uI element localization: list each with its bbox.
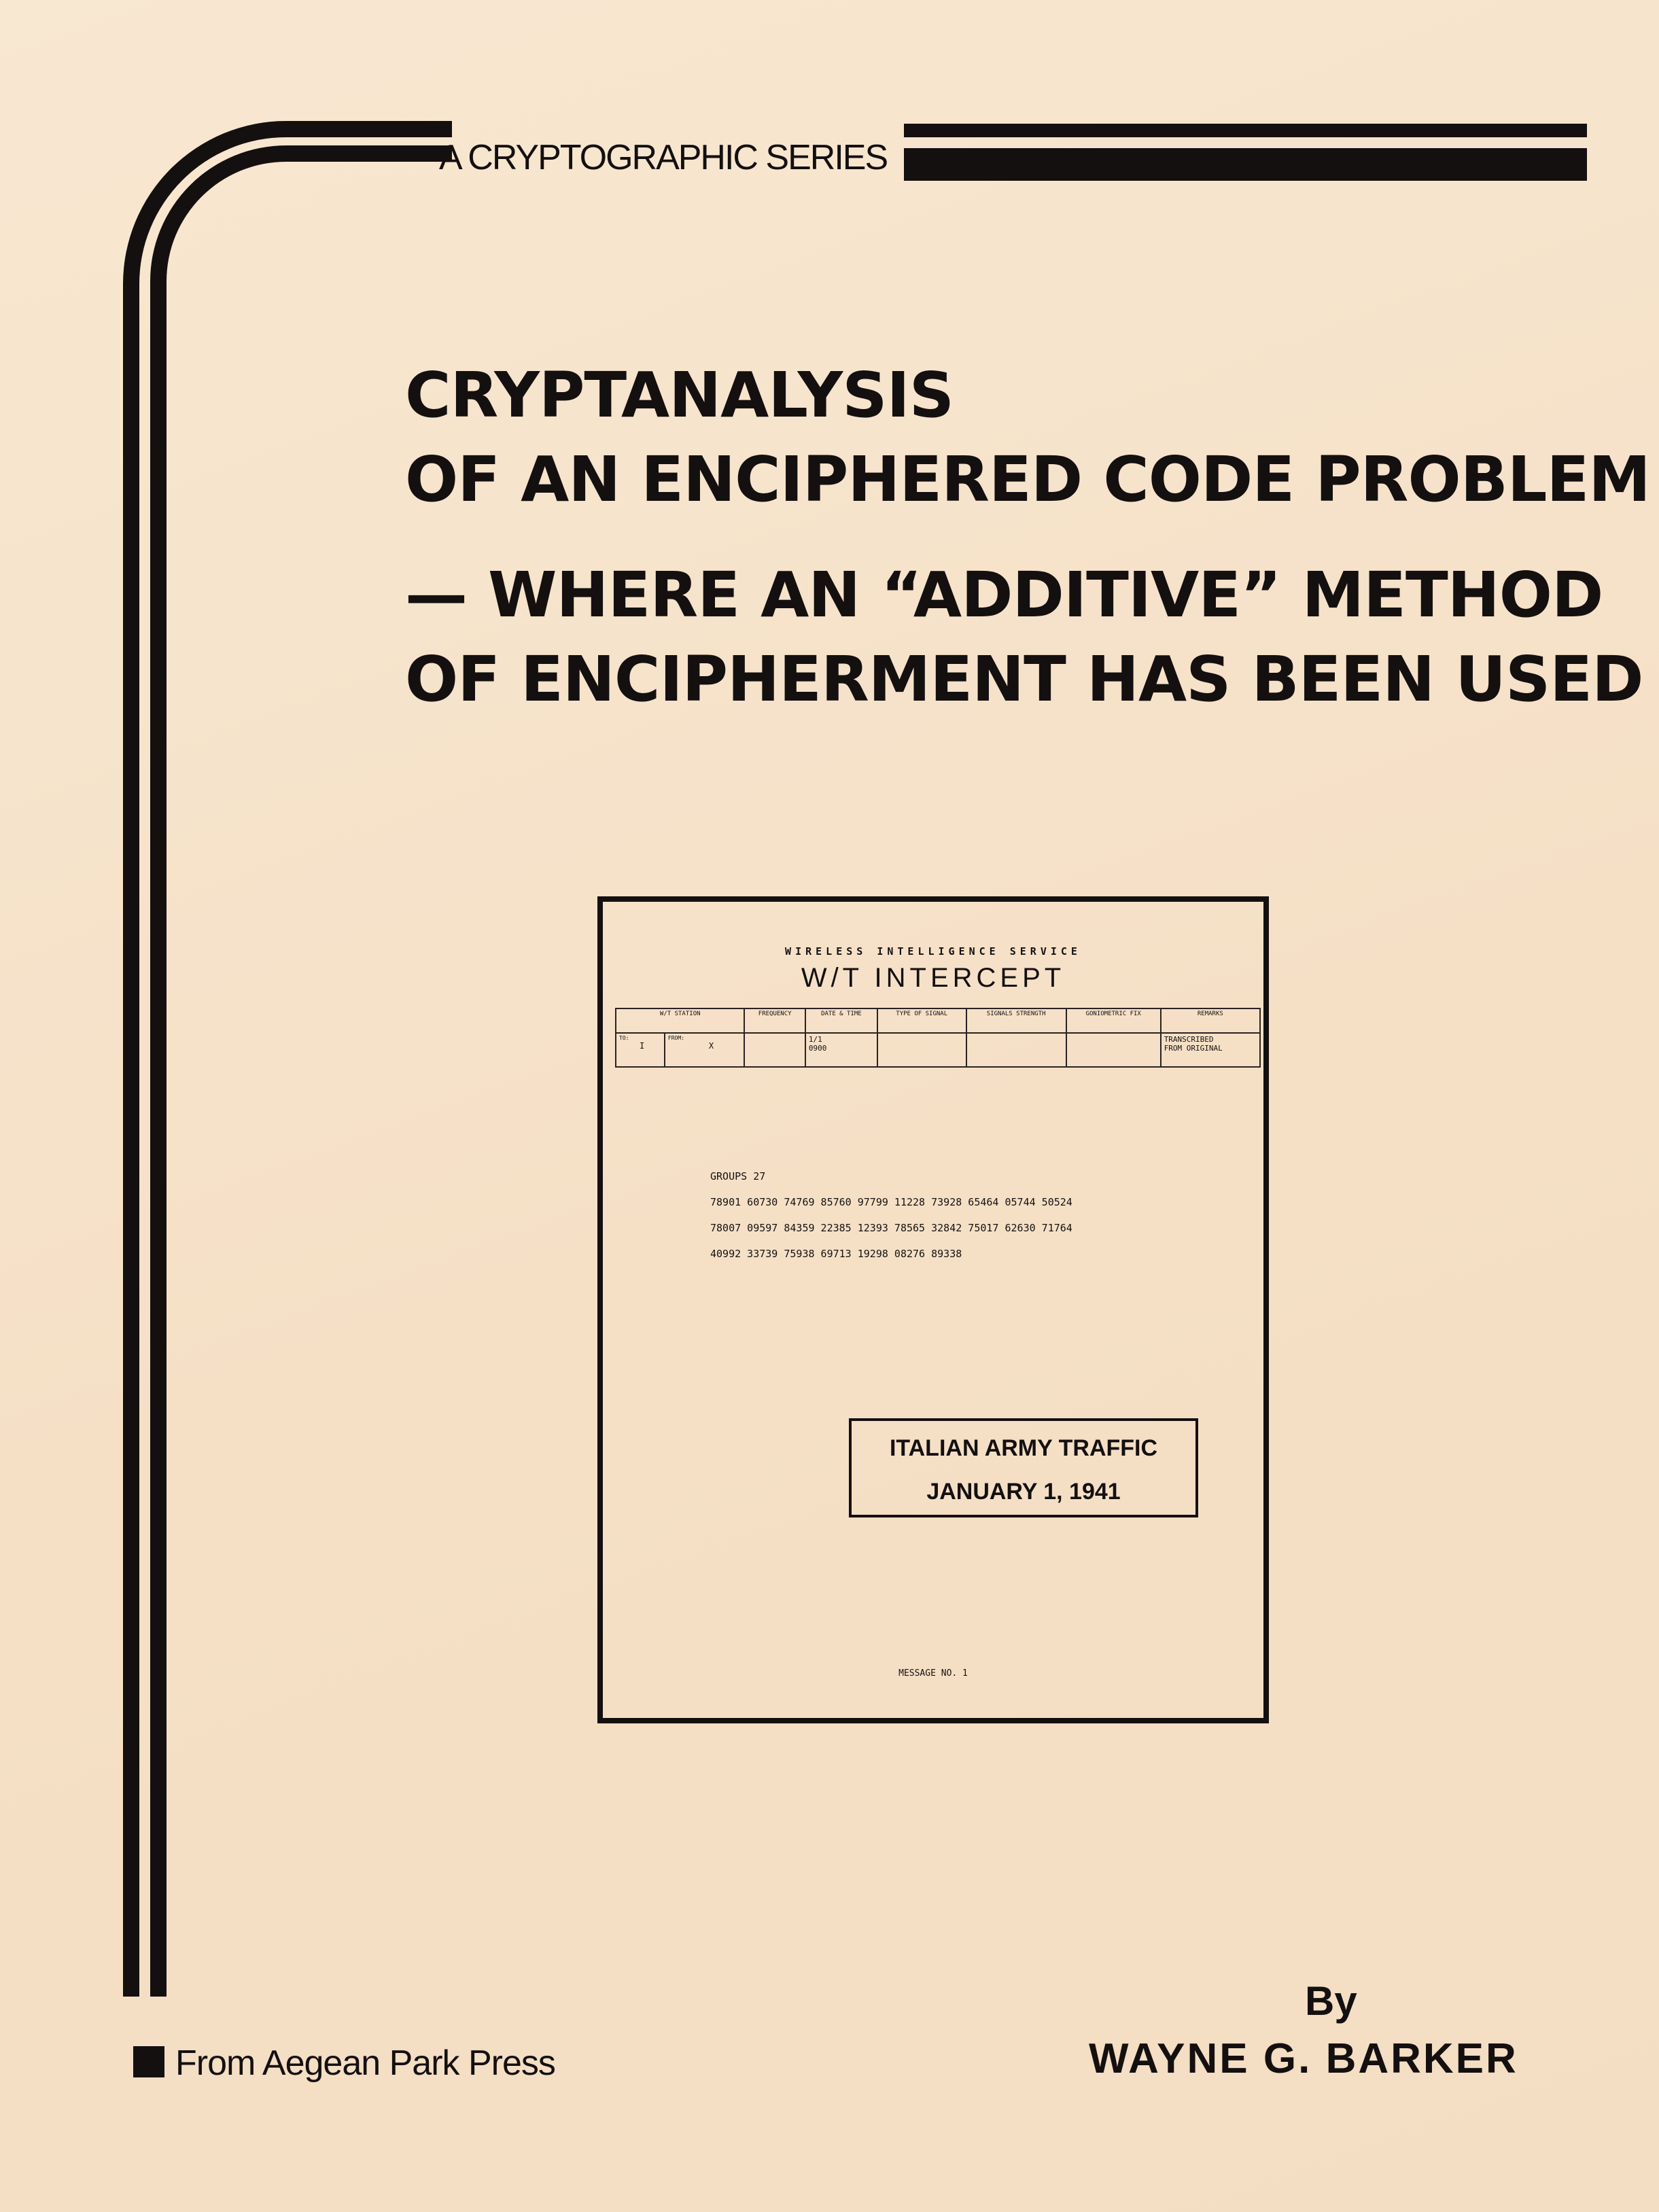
groups-count: GROUPS 27 bbox=[710, 1170, 766, 1182]
stripe-top-bar-lower bbox=[904, 148, 1587, 181]
date-value: 1/1 bbox=[808, 1035, 822, 1044]
to-label: TO: bbox=[619, 1035, 629, 1041]
from-value: X bbox=[708, 1041, 714, 1051]
book-title bbox=[405, 353, 1650, 722]
cell-signal-type bbox=[877, 1033, 966, 1067]
form-organization: WIRELESS INTELLIGENCE SERVICE bbox=[785, 945, 1081, 958]
title-line-1: CRYPTANALYSIS bbox=[405, 359, 954, 432]
cell-remarks bbox=[1161, 1033, 1260, 1067]
header-station: W/T STATION bbox=[616, 1008, 744, 1033]
header-goniometric-fix: GONIOMETRIC FIX bbox=[1066, 1008, 1161, 1033]
cell-signal-strength bbox=[966, 1033, 1066, 1067]
traffic-line-2: JANUARY 1, 1941 bbox=[926, 1479, 1121, 1505]
form-header-table bbox=[615, 1008, 1261, 1068]
message-number: MESSAGE NO. 1 bbox=[898, 1668, 968, 1679]
remarks-line-1: TRANSCRIBED bbox=[1164, 1035, 1214, 1044]
title-line-2: OF AN ENCIPHERED CODE PROBLEM bbox=[405, 443, 1650, 516]
from-label: FROM: bbox=[667, 1035, 684, 1041]
group-line-2: 78007 09597 84359 22385 12393 78565 32842 75017 62630 71764 bbox=[710, 1222, 1072, 1234]
publisher-square-icon bbox=[133, 2046, 164, 2077]
group-line-1: 78901 60730 74769 85760 97799 11228 73928 65464 05744 50524 bbox=[710, 1196, 1072, 1208]
header-frequency: FREQUENCY bbox=[744, 1008, 805, 1033]
stripe-inner-vertical bbox=[150, 412, 167, 1997]
stripe-top-bar-upper bbox=[904, 124, 1587, 137]
publisher-label: From Aegean Park Press bbox=[175, 2043, 555, 2083]
publisher bbox=[133, 2043, 555, 2084]
traffic-label-box bbox=[849, 1418, 1198, 1517]
header-remarks: REMARKS bbox=[1161, 1008, 1260, 1033]
remarks-line-2: FROM ORIGINAL bbox=[1164, 1044, 1223, 1053]
stripe-outer-vertical bbox=[123, 401, 139, 1997]
to-value: I bbox=[640, 1041, 645, 1051]
cell-frequency bbox=[744, 1033, 805, 1067]
traffic-line-1: ITALIAN ARMY TRAFFIC bbox=[889, 1435, 1158, 1461]
title-line-4: OF ENCIPHERMENT HAS BEEN USED bbox=[405, 643, 1643, 716]
header-date-time: DATE & TIME bbox=[805, 1008, 877, 1033]
group-line-3: 40992 33739 75938 69713 19298 08276 89338 bbox=[710, 1248, 962, 1260]
cell-date-time bbox=[805, 1033, 877, 1067]
series-label: A CRYPTOGRAPHIC SERIES bbox=[439, 138, 888, 177]
cipher-groups bbox=[710, 1163, 1072, 1267]
byline-by: By bbox=[1305, 1978, 1357, 2024]
cell-to bbox=[616, 1033, 665, 1067]
header-signal-type: TYPE OF SIGNAL bbox=[877, 1008, 966, 1033]
author-name: WAYNE G. BARKER bbox=[1089, 2035, 1518, 2082]
time-value: 0900 bbox=[808, 1044, 827, 1053]
intercept-form bbox=[597, 896, 1269, 1723]
title-line-3: — WHERE AN “ADDITIVE” METHOD bbox=[405, 559, 1603, 631]
header-signal-strength: SIGNALS STRENGTH bbox=[966, 1008, 1066, 1033]
cell-goniometric-fix bbox=[1066, 1033, 1161, 1067]
form-title: W/T INTERCEPT bbox=[801, 963, 1066, 993]
cell-from bbox=[665, 1033, 745, 1067]
